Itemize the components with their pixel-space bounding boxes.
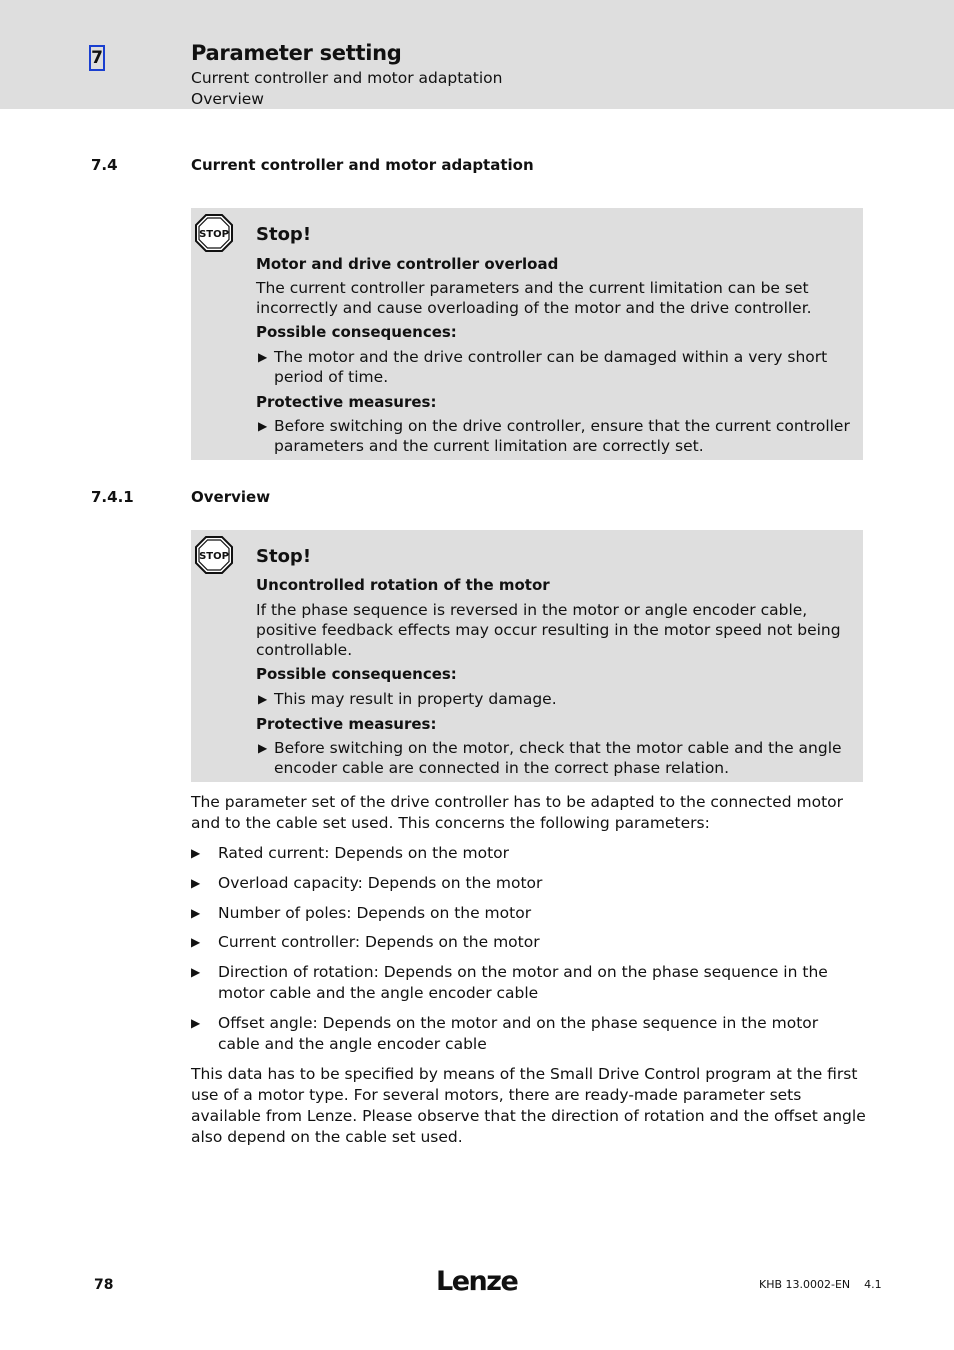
page-number: 78 xyxy=(94,1277,114,1293)
measure-item: ▶ Before switching on the drive controller, ensure that the current controller parameters and the current limitation are correctly set. xyxy=(258,417,850,455)
consequence-item: ▶ The motor and the drive controller can be damaged within a very short period of time. xyxy=(258,348,828,386)
list-item: ▶ Number of poles: Depends on the motor xyxy=(191,904,532,922)
measures-label: Protective measures: xyxy=(256,715,437,733)
stop-warning-box xyxy=(191,208,863,460)
stop-description: If the phase sequence is reversed in the motor or angle encoder cable, positive feedback effects may occur resulting in the motor speed not being controllable. xyxy=(256,601,841,659)
stop-sign-icon xyxy=(195,214,233,252)
bullet-arrow-icon: ▶ xyxy=(191,876,201,890)
list-item: ▶ Direction of rotation: Depends on the motor and on the phase sequence in the motor cable and the angle encoder cable xyxy=(191,963,828,1002)
intro-paragraph: The parameter set of the drive controller has to be adapted to the connected motor and to the cable set used. This concerns the following parameters: xyxy=(191,793,844,832)
lenze-logo: Lenze xyxy=(436,1266,518,1297)
document-reference: KHB 13.0002-EN 4.1 xyxy=(759,1278,882,1291)
stop-sign-icon xyxy=(195,536,233,574)
list-item: ▶ Overload capacity: Depends on the motor xyxy=(191,874,543,892)
bullet-arrow-icon: ▶ xyxy=(258,350,268,364)
page-header xyxy=(0,0,954,109)
svg-text:STOP: STOP xyxy=(199,229,229,240)
consequence-item: ▶ This may result in property damage. xyxy=(258,690,557,708)
header-subtitle-1: Current controller and motor adaptation xyxy=(191,69,503,87)
chapter-title: Parameter setting xyxy=(191,41,402,65)
measure-item: ▶ Before switching on the motor, check that the motor cable and the angle encoder cable are connected in the correct phase relation. xyxy=(258,739,842,777)
bullet-arrow-icon: ▶ xyxy=(258,741,268,755)
bullet-arrow-icon: ▶ xyxy=(191,846,201,860)
list-item: ▶ Current controller: Depends on the motor xyxy=(191,933,540,951)
bullet-arrow-icon: ▶ xyxy=(191,935,201,949)
subsection-number: 7.4.1 xyxy=(91,488,134,506)
stop-subheading: Motor and drive controller overload xyxy=(256,255,559,273)
section-title: Current controller and motor adaptation xyxy=(191,156,534,174)
bullet-arrow-icon: ▶ xyxy=(191,1016,201,1030)
stop-subheading: Uncontrolled rotation of the motor xyxy=(256,576,550,594)
consequences-label: Possible consequences: xyxy=(256,323,457,341)
bullet-arrow-icon: ▶ xyxy=(258,692,268,706)
stop-description: The current controller parameters and the current limitation can be set incorrectly and cause overloading of the motor and the drive controller. xyxy=(256,279,812,317)
bullet-arrow-icon: ▶ xyxy=(191,906,201,920)
consequences-label: Possible consequences: xyxy=(256,665,457,683)
closing-paragraph: This data has to be specified by means of the Small Drive Control program at the first use of a motor type. For several motors, there are ready-made parameter sets available from Lenze. Please observe that the direction of rotation and the offset angle also depend on the cable set used. xyxy=(191,1065,866,1146)
stop-heading: Stop! xyxy=(256,546,312,567)
header-subtitle-2: Overview xyxy=(191,90,264,108)
section-number: 7.4 xyxy=(91,156,118,174)
stop-warning-box xyxy=(191,530,863,782)
list-item: ▶ Rated current: Depends on the motor xyxy=(191,844,509,862)
chapter-number-link[interactable]: 7 xyxy=(89,45,105,71)
bullet-arrow-icon: ▶ xyxy=(258,419,268,433)
svg-text:STOP: STOP xyxy=(199,551,229,562)
list-item: ▶ Offset angle: Depends on the motor and on the phase sequence in the motor cable and the angle encoder cable xyxy=(191,1014,819,1053)
measures-label: Protective measures: xyxy=(256,393,437,411)
subsection-title: Overview xyxy=(191,488,271,506)
bullet-arrow-icon: ▶ xyxy=(191,965,201,979)
stop-heading: Stop! xyxy=(256,224,312,245)
